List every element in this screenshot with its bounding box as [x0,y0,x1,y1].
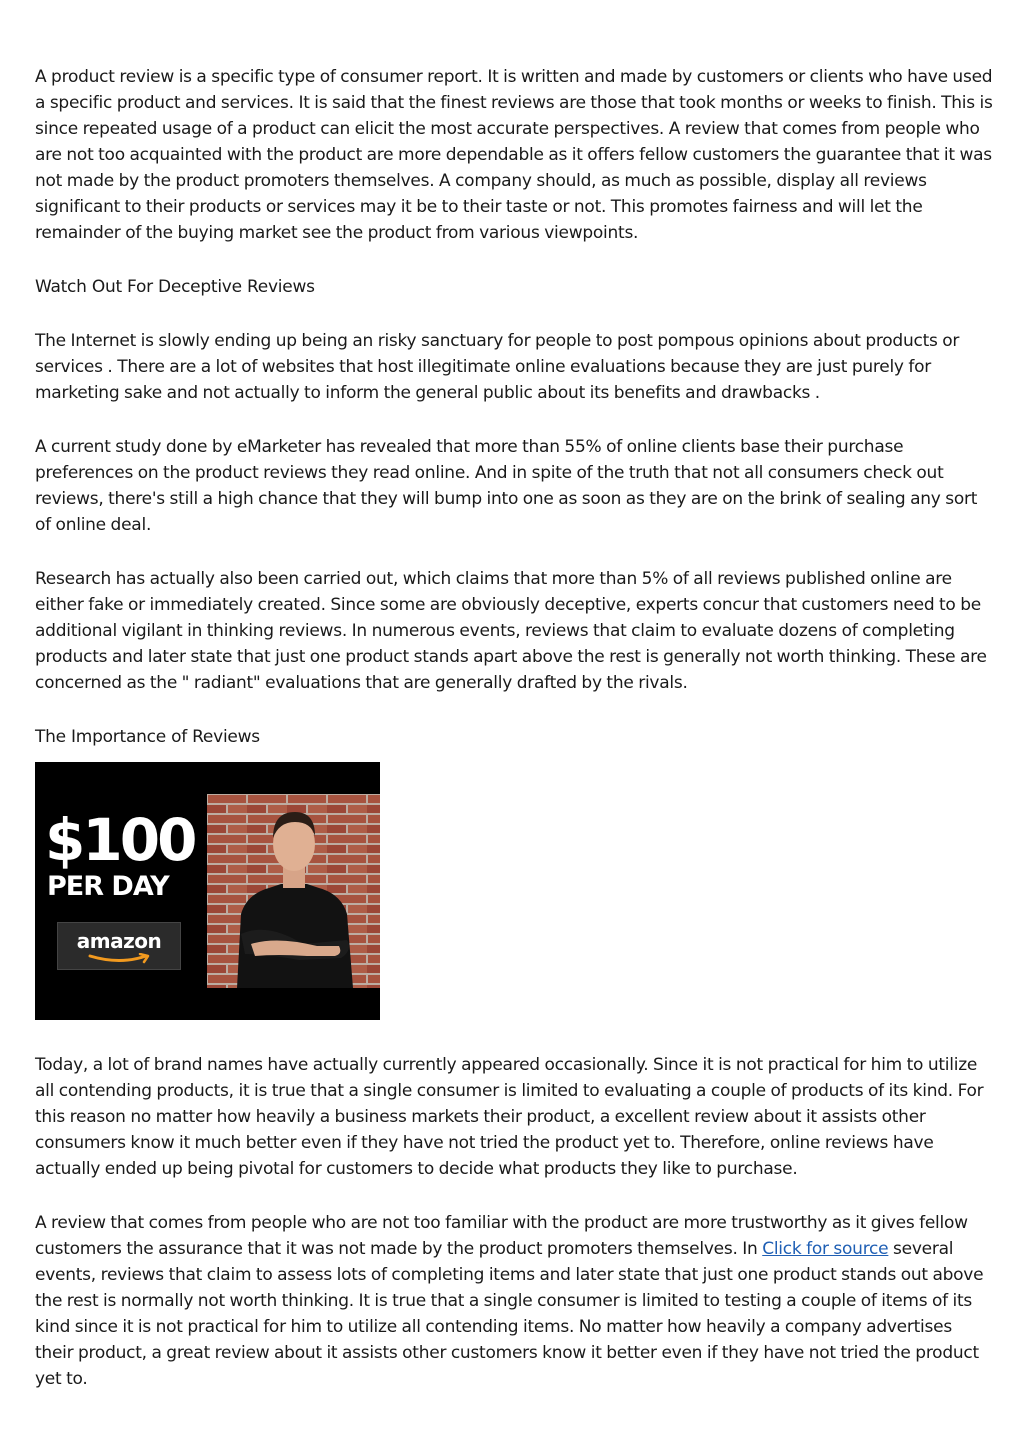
amazon-logo [57,922,181,970]
section-heading-importance: The Importance of Reviews [35,727,260,747]
promo-price-text: $100 [45,806,195,874]
document-page [35,64,993,1420]
amazon-logo-text: amazon [76,929,162,953]
paragraph-intro: A product review is a specific type of consumer report. It is written and made by customers or clients who have used a specific product and services. It is said that the finest reviews are those that took months or weeks to finish. This is since repeated usage of a product can elicit the most accurate perspectives. A review that comes from people who are not too acquainted with the product are more dependable as it offers fellow customers the guarantee that it was not made by the product promoters themselves. A company should, as much as possible, display all reviews significant to their products or services may it be to their taste or not. This promotes fairness and will let the remainder of the buying market see the product from various viewpoints. [35,67,993,243]
paragraph-trustworthy-reviews [35,1210,993,1392]
man-brick-wall-photo [207,794,380,988]
paragraph-text-before-link: A review that comes from people who are not too familiar with the product are more trustworthy as it gives fellow customers the assurance that it was not made by the product promoters themselves. In [35,1213,968,1259]
paragraph-brand-names: Today, a lot of brand names have actually currently appeared occasionally. Since it is not practical for him to utilize all contending products, it is true that a single consumer is limited to evaluating a couple of products of its kind. For this reason no matter how heavily a business markets their product, a excellent review about it assists other consumers know it much better even if they have not tried the product yet to. Therefore, online reviews have actually ended up being pivotal for customers to decide what products they like to purchase. [35,1055,984,1179]
amazon-smile-icon [88,953,152,965]
click-for-source-link[interactable]: Click for source [762,1239,889,1259]
paragraph-internet-risk: The Internet is slowly ending up being an risky sanctuary for people to post pompous opinions about products or services . There are a lot of websites that host illegitimate online evaluations because they are just purely for marketing sake and not actually to inform the general public about its benefits and drawbacks . [35,331,960,403]
promo-per-day-text: PER DAY [47,871,169,902]
paragraph-emarketer-study: A current study done by eMarketer has revealed that more than 55% of online clients base their purchase preferences on the product reviews they read online. And in spite of the truth that not all consumers check out reviews, there's still a high chance that they will bump into one as soon as they are on the brink of sealing any sort of online deal. [35,437,978,535]
promo-image [35,762,380,1020]
section-heading-deceptive-reviews: Watch Out For Deceptive Reviews [35,277,315,297]
paragraph-text-after-link: several events, reviews that claim to assess lots of completing items and later state that just one product stands out above the rest is normally not worth thinking. It is true that a single consumer is limited to testing a couple of items of its kind since it is not practical for him to utilize all contending items. No matter how heavily a company advertises their product, a great review about it assists other customers know it better even if they have not tried the product yet to. [35,1239,984,1389]
paragraph-fake-reviews: Research has actually also been carried out, which claims that more than 5% of all reviews published online are either fake or immediately created. Since some are obviously deceptive, experts concur that customers need to be additional vigilant in thinking reviews. In numerous events, reviews that claim to evaluate dozens of completing products and later state that just one product stands apart above the rest is generally not worth thinking. These are concerned as the " radiant" evaluations that are generally drafted by the rivals. [35,569,987,693]
